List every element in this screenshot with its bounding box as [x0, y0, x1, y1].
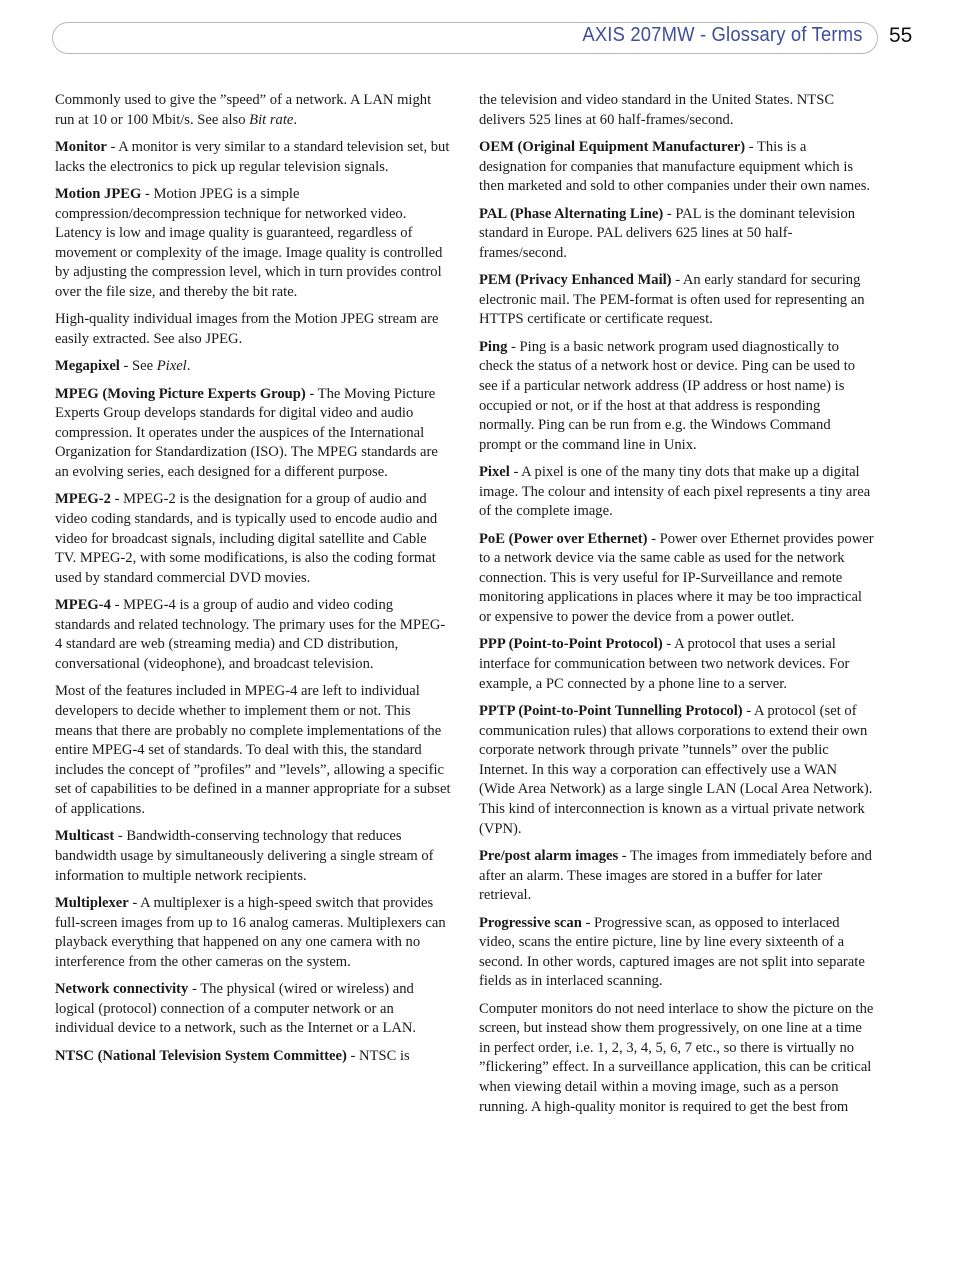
glossary-paragraph	[479, 91, 875, 130]
glossary-definition: - Ping is a basic network program used diagnostically to check the status of a network host or device. Ping can be used to see if a particular network address (IP address or host name) is occupied or not, or if the host at that address is responding normally. Ping can be run from e.g. the Windows Command prompt or the command line in Unix.	[479, 338, 856, 453]
glossary-term: PAL (Phase Alternating Line)	[479, 205, 664, 222]
glossary-definition: - The physical (wired or wireless) and logical (protocol) connection of a computer network or an individual device to a network, such as the Internet or a LAN.	[55, 981, 417, 1037]
glossary-entry	[479, 914, 875, 992]
glossary-term: MPEG (Moving Picture Experts Group)	[55, 385, 306, 402]
glossary-term: Multiplexer	[55, 894, 129, 911]
glossary-definition: Commonly used to give the ”speed” of a network. A LAN might run at 10 or 100 Mbit/s. See also	[55, 92, 432, 128]
glossary-paragraph	[55, 91, 451, 130]
glossary-entry	[479, 635, 875, 694]
glossary-definition: - A pixel is one of the many tiny dots that make up a digital image. The colour and intensity of each pixel represents a tiny area of the complete image.	[479, 464, 871, 520]
glossary-definition: Most of the features included in MPEG-4 are left to individual developers to decide whether to implement them or not. This means that there are probably no complete implementations of the entire MPEG-4 set of standards. To deal with this, the standard includes the concept of ”profiles” and ”levels”, allowing a specific set of capabilities to be defined in a manner appropriate for a subset of applications.	[55, 683, 451, 817]
glossary-entry	[479, 463, 875, 522]
glossary-paragraph	[55, 682, 451, 819]
glossary-entry	[479, 205, 875, 264]
glossary-entry	[55, 385, 451, 483]
glossary-entry	[479, 138, 875, 197]
glossary-term: MPEG-2	[55, 491, 111, 508]
glossary-definition: - A protocol (set of communication rules) that allows corporations to extend their own corporate network through private ”tunnels” over the public Internet. In this way a corporation can effectively use a WAN (Wide Area Network) as a large single LAN (Local Area Network). This kind of interconnection is known as a virtual private network (VPN).	[479, 703, 873, 837]
glossary-term: PPP (Point-to-Point Protocol)	[479, 636, 663, 653]
glossary-definition: - This is a designation for companies that manufacture equipment which is then marketed and sold to other companies under their own names.	[479, 138, 871, 195]
glossary-entry	[55, 490, 451, 588]
glossary-definition: - The Moving Picture Experts Group develops standards for digital video and audio compression. It operates under the auspices of the International Organization for Standardization (ISO). The MPEG standards are an evolving series, each designed for a different purpose.	[55, 385, 438, 481]
glossary-entry	[55, 1047, 451, 1067]
glossary-entry	[479, 530, 875, 628]
glossary-entry	[479, 847, 875, 906]
glossary-entry	[479, 338, 875, 456]
definition-end: .	[293, 111, 298, 128]
glossary-definition: High-quality individual images from the Motion JPEG stream are easily extracted. See also JPEG.	[55, 311, 439, 347]
glossary-definition: - MPEG-4 is a group of audio and video coding standards and related technology. The primary uses for the MPEG-4 standard are web (streaming media) and CD distribution, conversational (videophone), and broadcast television.	[55, 597, 446, 673]
cross-reference: Bit rate	[249, 111, 294, 128]
glossary-term: Monitor	[55, 138, 107, 155]
page-number: 55	[889, 24, 913, 47]
glossary-term: PoE (Power over Ethernet)	[479, 530, 648, 547]
glossary-definition: - An early standard for securing electronic mail. The PEM-format is often used for representing an HTTPS certificate or certificate request.	[479, 272, 865, 328]
right-column	[479, 91, 875, 1125]
glossary-definition: - Bandwidth-conserving technology that reduces bandwidth usage by simultaneously delivering a single stream of information to multiple network recipients.	[55, 828, 434, 884]
glossary-definition: - PAL is the dominant television standard in Europe. PAL delivers 625 lines at 50 half-frames/second.	[479, 205, 856, 261]
glossary-paragraph	[55, 310, 451, 349]
glossary-entry	[479, 702, 875, 839]
glossary-term: Megapixel	[55, 358, 120, 375]
glossary-definition: - A monitor is very similar to a standard television set, but lacks the electronics to pick up regular television signals.	[55, 138, 450, 175]
glossary-entry	[55, 596, 451, 674]
definition-end: .	[186, 358, 191, 375]
glossary-entry	[55, 357, 451, 377]
glossary-term: Pixel	[479, 464, 510, 481]
glossary-entry	[55, 827, 451, 886]
header-title: AXIS 207MW - Glossary of Terms	[582, 24, 863, 46]
glossary-term: Motion JPEG	[55, 185, 142, 202]
cross-reference: Pixel	[156, 358, 187, 375]
left-column	[55, 91, 451, 1074]
glossary-term: NTSC (National Television System Committee)	[55, 1047, 347, 1064]
glossary-entry	[479, 271, 875, 330]
glossary-term: OEM (Original Equipment Manufacturer)	[479, 138, 746, 155]
glossary-definition: - The images from immediately before and after an alarm. These images are stored in a buffer for later retrieval.	[479, 847, 872, 904]
glossary-term: Ping	[479, 338, 508, 355]
glossary-definition: - See	[119, 358, 157, 375]
glossary-definition: - A multiplexer is a high-speed switch that provides full-screen images from up to 16 analog cameras. Multiplexers can playback everything that happened on any one camera with no interference from the other cameras on the system.	[55, 894, 446, 970]
glossary-definition: - NTSC is	[346, 1047, 410, 1064]
glossary-term: Network connectivity	[55, 981, 189, 998]
glossary-term: PEM (Privacy Enhanced Mail)	[479, 272, 672, 289]
glossary-definition: the television and video standard in the United States. NTSC delivers 525 lines at 60 half-frames/second.	[479, 92, 835, 128]
glossary-definition: Computer monitors do not need interlace to show the picture on the screen, but instead show them progressively, on one line at a time in perfect order, i.e. 1, 2, 3, 4, 5, 6, 7 etc., so there is virtually no ”flickering” effect. In a surveillance application, this can be critical when viewing detail within a moving image, such as a person running. A high-quality monitor is required to get the best from	[479, 1000, 874, 1115]
glossary-definition: - MPEG-2 is the designation for a group of audio and video coding standards, and is typically used to encode audio and video for broadcast signals, including digital satellite and Cable TV. MPEG-2, with some modifications, is also the coding format used by standard commercial DVD movies.	[55, 491, 438, 586]
glossary-term: PPTP (Point-to-Point Tunnelling Protocol)	[479, 703, 743, 719]
glossary-definition: - Power over Ethernet provides power to a network device via the same cable as used for the network connection. This is very useful for IP-Surveillance and remote monitoring applications in places where it may be too impractical or expensive to power the device from a power outlet.	[479, 530, 874, 626]
glossary-term: Multicast	[55, 828, 115, 845]
glossary-entry	[55, 185, 451, 303]
glossary-entry	[55, 138, 451, 177]
glossary-term: Pre/post alarm images	[479, 847, 619, 864]
glossary-entry	[55, 980, 451, 1039]
glossary-term: MPEG-4	[55, 597, 111, 614]
glossary-paragraph	[479, 1000, 875, 1118]
glossary-definition: - A protocol that uses a serial interface for communication between two network devices. For example, a PC connected by a phone line to a server.	[479, 636, 850, 692]
glossary-definition: - Motion JPEG is a simple compression/decompression technique for networked video. Latency is low and image quality is guaranteed, regardless of movement or complexity of the image. Image quality is controlled by adjusting the compression level, which in turn provides control over the file size, and thereby the bit rate.	[55, 185, 443, 300]
glossary-entry	[55, 894, 451, 972]
glossary-definition: - Progressive scan, as opposed to interlaced video, scans the entire picture, line by line every sixteenth of a second. In other words, captured images are not split into separate fields as in interlaced scanning.	[479, 914, 865, 990]
page-header	[52, 22, 878, 54]
glossary-term: Progressive scan	[479, 914, 582, 931]
